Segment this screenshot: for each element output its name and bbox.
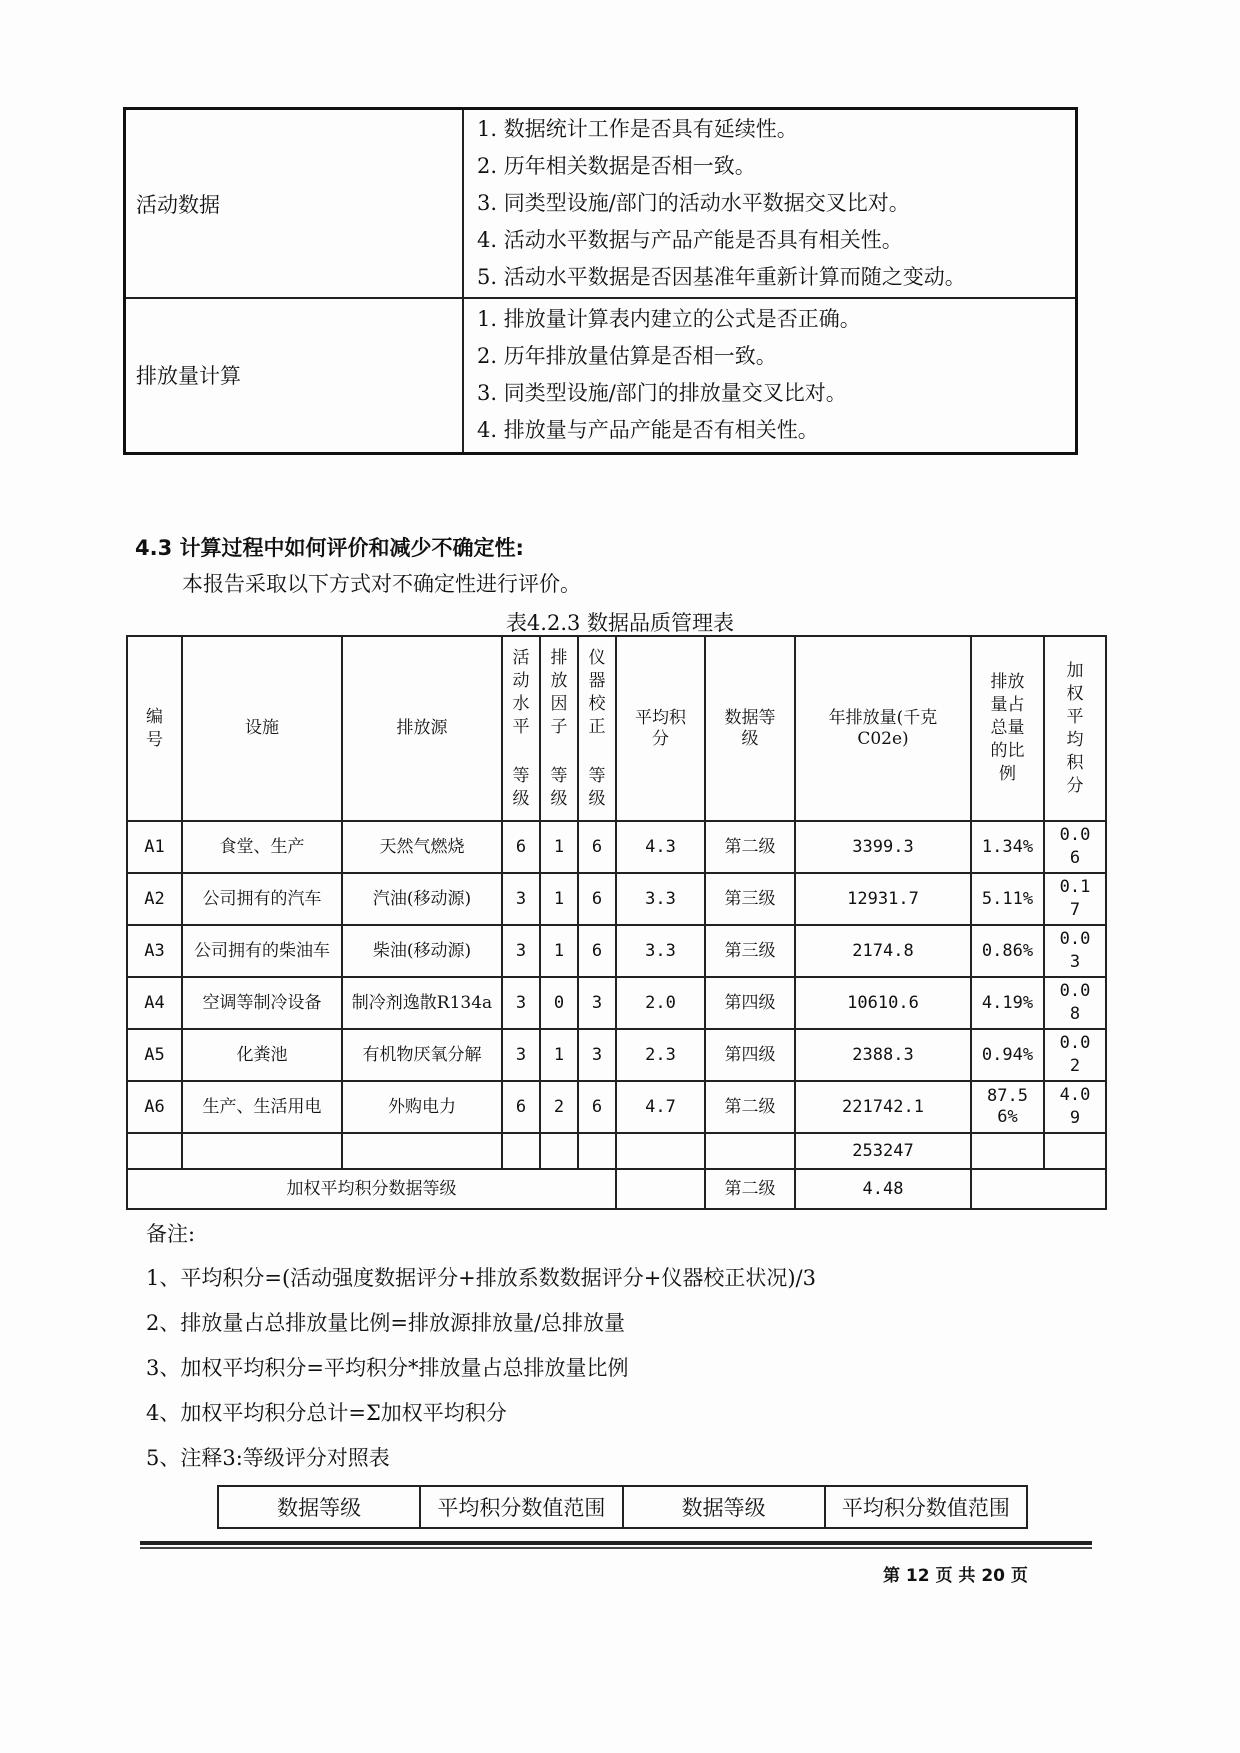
cell-weighted: 0.03 — [1044, 925, 1106, 977]
grade-header: 平均积分数值范围 — [420, 1486, 622, 1528]
check-items — [463, 298, 1077, 453]
check-row-emission — [125, 298, 1077, 453]
cell-source: 柴油(移动源) — [342, 925, 502, 977]
cell-total-emission: 253247 — [795, 1133, 971, 1169]
weighted-grade-row — [127, 1169, 1106, 1209]
cell-facility: 公司拥有的汽车 — [182, 873, 342, 925]
cell-activity: 3 — [502, 1029, 540, 1081]
cell-factor: 1 — [540, 925, 578, 977]
cell-activity: 3 — [502, 873, 540, 925]
grade-table-header — [218, 1486, 1027, 1528]
cell-calibration: 3 — [578, 1029, 616, 1081]
notes-title: 备注: — [146, 1222, 196, 1246]
table-caption: 表4.2.3 数据品质管理表 — [505, 611, 735, 635]
cell-weighted: 0.17 — [1044, 873, 1106, 925]
check-category: 排放量计算 — [125, 298, 464, 453]
cell-source: 汽油(移动源) — [342, 873, 502, 925]
footer-divider — [140, 1541, 1092, 1545]
cell-source: 有机物厌氧分解 — [342, 1029, 502, 1081]
cell-average: 4.3 — [616, 821, 705, 873]
cell-weighted: 4.09 — [1044, 1081, 1106, 1133]
cell-grade: 第三级 — [705, 873, 795, 925]
cell-factor: 0 — [540, 977, 578, 1029]
note-item: 5、注释3:等级评分对照表 — [146, 1446, 390, 1470]
header-activity-level: 活动水平 等级 — [502, 636, 540, 821]
cell-average: 3.3 — [616, 873, 705, 925]
header-emission-ratio: 排放量占总量的比例 — [971, 636, 1044, 821]
cell-ratio: 87.56% — [971, 1081, 1044, 1133]
check-items — [463, 109, 1077, 299]
grade-table — [217, 1485, 1028, 1529]
cell-factor: 1 — [540, 1029, 578, 1081]
check-item: 2. 历年相关数据是否相一致。 — [477, 154, 756, 178]
cell-calibration: 6 — [578, 1081, 616, 1133]
weighted-grade: 第二级 — [705, 1169, 795, 1209]
check-item: 4. 排放量与产品产能是否有相关性。 — [477, 418, 819, 443]
cell-id: A6 — [127, 1081, 182, 1133]
cell-weighted: 0.02 — [1044, 1029, 1106, 1081]
cell-average: 2.0 — [616, 977, 705, 1029]
cell-grade: 第二级 — [705, 1081, 795, 1133]
cell-calibration: 6 — [578, 873, 616, 925]
cell-emission: 12931.7 — [795, 873, 971, 925]
header-id: 编号 — [127, 636, 182, 821]
cell-calibration: 3 — [578, 977, 616, 1029]
check-item: 3. 同类型设施/部门的活动水平数据交叉比对。 — [477, 191, 910, 215]
check-row-activity — [125, 109, 1077, 299]
cell-id: A5 — [127, 1029, 182, 1081]
table-row — [127, 873, 1106, 925]
footer-divider — [140, 1547, 1092, 1549]
note-item: 1、平均积分=(活动强度数据评分+排放系数数据评分+仪器校正状况)/3 — [146, 1266, 816, 1290]
header-annual-emission: 年排放量(千克C02e) — [795, 636, 971, 821]
table-row — [127, 1081, 1106, 1133]
check-item: 1. 排放量计算表内建立的公式是否正确。 — [477, 307, 861, 332]
cell-id: A1 — [127, 821, 182, 873]
weighted-value: 4.48 — [795, 1169, 971, 1209]
grade-header: 平均积分数值范围 — [825, 1486, 1027, 1528]
cell-facility: 食堂、生产 — [182, 821, 342, 873]
check-item: 3. 同类型设施/部门的排放量交叉比对。 — [477, 381, 847, 406]
section-heading: 4.3 计算过程中如何评价和减少不确定性: — [135, 536, 524, 560]
check-category: 活动数据 — [125, 109, 464, 299]
cell-ratio: 5.11% — [971, 873, 1044, 925]
header-average-score: 平均积分 — [616, 636, 705, 821]
cell-calibration: 6 — [578, 821, 616, 873]
note-item: 4、加权平均积分总计=Σ加权平均积分 — [146, 1401, 507, 1425]
header-calibration: 仪器校正 等级 — [578, 636, 616, 821]
notes — [146, 1218, 816, 1489]
cell-activity: 6 — [502, 821, 540, 873]
cell-factor: 1 — [540, 873, 578, 925]
check-table — [123, 107, 1078, 455]
cell-facility: 化粪池 — [182, 1029, 342, 1081]
header-emission-factor: 排放因子 等级 — [540, 636, 578, 821]
cell-activity: 3 — [502, 977, 540, 1029]
cell-factor: 1 — [540, 821, 578, 873]
table-row — [127, 925, 1106, 977]
cell-id: A2 — [127, 873, 182, 925]
cell-weighted: 0.08 — [1044, 977, 1106, 1029]
cell-facility: 生产、生活用电 — [182, 1081, 342, 1133]
header-facility: 设施 — [182, 636, 342, 821]
table-row — [127, 821, 1106, 873]
quality-table — [126, 635, 1107, 1210]
note-item: 2、排放量占总排放量比例=排放源排放量/总排放量 — [146, 1311, 626, 1335]
cell-emission: 221742.1 — [795, 1081, 971, 1133]
cell-id: A4 — [127, 977, 182, 1029]
cell-id: A3 — [127, 925, 182, 977]
cell-ratio: 0.86% — [971, 925, 1044, 977]
cell-emission: 2388.3 — [795, 1029, 971, 1081]
note-item: 3、加权平均积分=平均积分*排放量占总排放量比例 — [146, 1356, 629, 1380]
grade-header: 数据等级 — [218, 1486, 420, 1528]
cell-calibration: 6 — [578, 925, 616, 977]
cell-source: 天然气燃烧 — [342, 821, 502, 873]
cell-grade: 第二级 — [705, 821, 795, 873]
cell-source: 外购电力 — [342, 1081, 502, 1133]
cell-emission: 2174.8 — [795, 925, 971, 977]
weighted-grade-label: 加权平均积分数据等级 — [127, 1169, 616, 1209]
page-number: 第 12 页 共 20 页 — [883, 1566, 1028, 1586]
total-row — [127, 1133, 1106, 1169]
cell-activity: 6 — [502, 1081, 540, 1133]
cell-ratio: 0.94% — [971, 1029, 1044, 1081]
table-row — [127, 1029, 1106, 1081]
section-intro: 本报告采取以下方式对不确定性进行评价。 — [182, 572, 581, 596]
cell-source: 制冷剂逸散R134a — [342, 977, 502, 1029]
header-source: 排放源 — [342, 636, 502, 821]
check-item: 1. 数据统计工作是否具有延续性。 — [477, 117, 798, 141]
check-item: 5. 活动水平数据是否因基准年重新计算而随之变动。 — [477, 265, 966, 289]
grade-header: 数据等级 — [623, 1486, 825, 1528]
cell-ratio: 1.34% — [971, 821, 1044, 873]
check-item: 2. 历年排放量估算是否相一致。 — [477, 344, 777, 369]
cell-facility: 空调等制冷设备 — [182, 977, 342, 1029]
cell-grade: 第四级 — [705, 1029, 795, 1081]
cell-grade: 第三级 — [705, 925, 795, 977]
cell-average: 3.3 — [616, 925, 705, 977]
table-row — [127, 977, 1106, 1029]
table-header-row — [127, 636, 1106, 821]
cell-weighted: 0.06 — [1044, 821, 1106, 873]
cell-average: 2.3 — [616, 1029, 705, 1081]
cell-ratio: 4.19% — [971, 977, 1044, 1029]
cell-grade: 第四级 — [705, 977, 795, 1029]
cell-activity: 3 — [502, 925, 540, 977]
header-data-grade: 数据等级 — [705, 636, 795, 821]
cell-emission: 3399.3 — [795, 821, 971, 873]
cell-average: 4.7 — [616, 1081, 705, 1133]
header-weighted-score: 加权平均积分 — [1044, 636, 1106, 821]
check-item: 4. 活动水平数据与产品产能是否具有相关性。 — [477, 228, 903, 252]
cell-emission: 10610.6 — [795, 977, 971, 1029]
cell-facility: 公司拥有的柴油车 — [182, 925, 342, 977]
cell-factor: 2 — [540, 1081, 578, 1133]
